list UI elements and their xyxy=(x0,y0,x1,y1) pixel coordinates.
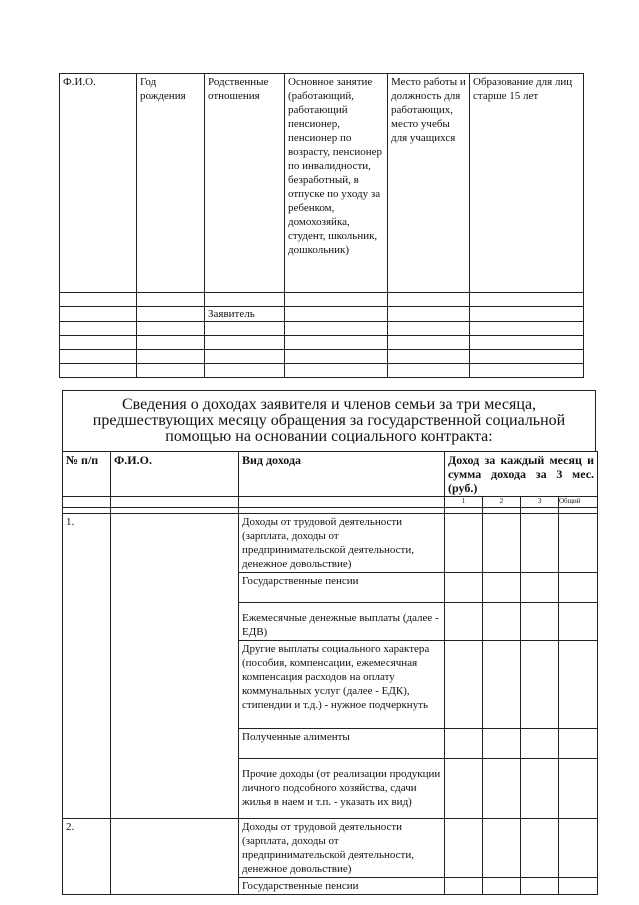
subheader-month-1: 1 xyxy=(445,497,483,508)
income-type: Ежемесячные денежные выплаты (далее - ЕДВ) xyxy=(239,603,445,641)
header-income-type: Вид дохода xyxy=(239,452,445,497)
table-row-applicant xyxy=(60,307,584,322)
row-fio-2 xyxy=(111,819,239,895)
income-type: Государственные пенсии xyxy=(239,573,445,603)
header-birth-year: Год рождения xyxy=(137,74,205,293)
table-row xyxy=(60,350,584,364)
header-education: Образование для лиц старше 15 лет xyxy=(470,74,584,293)
subheader-month-3: 3 xyxy=(521,497,559,508)
header-relation: Родственные отношения xyxy=(205,74,285,293)
income-type: Полученные алименты xyxy=(239,729,445,759)
income-header-row xyxy=(63,452,598,497)
table-row xyxy=(60,336,584,350)
table-row xyxy=(60,322,584,336)
header-fio: Ф.И.О. xyxy=(111,452,239,497)
table-row xyxy=(60,293,584,307)
header-occupation: Основное занятие (работающий, работающий пенсионер, пенсионер по возрасту, пенсионер по инвалидности, безработный, в отпуске по уходу за ребенком, домохозяйка, студент, школьник, дошкольник) xyxy=(285,74,388,293)
row-fio-1 xyxy=(111,514,239,819)
applicant-label: Заявитель xyxy=(205,307,285,322)
subheader-month-2: 2 xyxy=(483,497,521,508)
header-num: № п/п xyxy=(63,452,111,497)
header-income-amount: Доход за каждый месяц и сумма дохода за 3 мес. (руб.) xyxy=(445,452,598,497)
income-type: Доходы от трудовой деятельности (зарплата, доходы от предпринимательской деятельности, денежное довольствие) xyxy=(239,819,445,878)
income-type: Другие выплаты социального характера (пособия, компенсации, ежемесячная компенсация расходов на оплату коммунальных услуг (далее - ЕДК), стипендии и т.д.) - нужное подчеркнуть xyxy=(239,641,445,729)
header-workplace: Место работы и должность для работающих, место учебы для учащихся xyxy=(388,74,470,293)
income-type: Прочие доходы (от реализации продукции личного подсобного хозяйства, сдачи жилья в наем и т.п. - указать их вид) xyxy=(239,759,445,819)
table-row xyxy=(63,514,598,573)
table-row xyxy=(63,819,598,878)
income-section-title: Сведения о доходах заявителя и членов семьи за три месяца, предшествующих месяцу обращения за государственной социальной помощью на основании социального контракта: xyxy=(62,390,596,452)
header-fio: Ф.И.О. xyxy=(60,74,137,293)
income-subheader-row xyxy=(63,497,598,508)
family-table-header-row xyxy=(60,74,584,293)
row-num-2: 2. xyxy=(63,819,111,895)
income-table xyxy=(62,451,598,895)
family-members-table xyxy=(59,73,584,378)
subheader-total: Общий xyxy=(559,497,598,508)
income-type: Доходы от трудовой деятельности (зарплата, доходы от предпринимательской деятельности, денежное довольствие) xyxy=(239,514,445,573)
table-row xyxy=(60,364,584,378)
row-num-1: 1. xyxy=(63,514,111,819)
income-type: Государственные пенсии xyxy=(239,878,445,895)
